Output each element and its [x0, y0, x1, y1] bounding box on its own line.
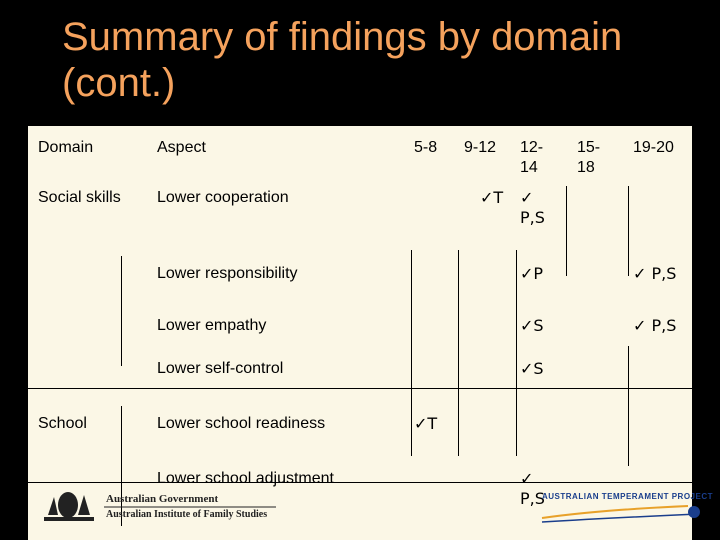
cell-12-14-sources: P,S [520, 208, 545, 227]
divider [411, 250, 412, 456]
slide-title-line1: Summary of findings by domain [62, 15, 623, 59]
header-15-18-line1: 15- [577, 139, 601, 156]
cell-aspect: Lower responsibility [157, 265, 298, 282]
divider [28, 388, 692, 389]
divider [458, 250, 459, 456]
header-12-14 [520, 138, 543, 178]
cell-aspect: Lower empathy [157, 317, 267, 334]
cell-domain: School [38, 415, 87, 432]
divider [8, 482, 692, 483]
divider [628, 186, 629, 276]
header-domain: Domain [38, 139, 94, 156]
aifs-logo [40, 485, 290, 530]
cell-12-14 [520, 188, 545, 228]
header-12-14-line1: 12- [520, 139, 544, 156]
header-aspect: Aspect [157, 139, 206, 156]
cell-19-20: ✓ P,S [633, 264, 677, 283]
divider [121, 256, 122, 366]
cell-12-14-sources: P,S [520, 489, 545, 508]
header-12-14-line2: 14 [520, 159, 538, 176]
aus-gov-text: Australian Government [106, 493, 219, 505]
cell-12-14: ✓S [520, 359, 544, 378]
findings-table [28, 126, 692, 540]
cell-12-14: ✓P [520, 264, 544, 283]
check-mark: ✓ [520, 469, 534, 488]
atp-logo [538, 488, 714, 533]
cell-19-20: ✓ P,S [633, 316, 677, 335]
cell-aspect: Lower school readiness [157, 415, 326, 432]
cell-9-12: ✓T [480, 188, 504, 207]
divider [628, 346, 629, 466]
cell-aspect: Lower cooperation [157, 189, 289, 206]
cell-aspect: Lower school adjustment [157, 470, 334, 487]
atp-text: AUSTRALIAN TEMPERAMENT PROJECT [542, 492, 714, 501]
cell-12-14: ✓S [520, 316, 544, 335]
header-5-8: 5-8 [414, 139, 438, 156]
header-19-20: 19-20 [633, 139, 674, 156]
divider [516, 250, 517, 456]
cell-5-8: ✓T [414, 414, 438, 433]
aifs-text: Australian Institute of Family Studies [106, 509, 268, 520]
header-15-18 [577, 138, 600, 178]
cell-domain: Social skills [38, 189, 121, 206]
slide-title [62, 14, 712, 106]
header-9-12: 9-12 [464, 139, 497, 156]
slide-title-line2: (cont.) [62, 61, 176, 105]
cell-aspect: Lower self-control [157, 360, 284, 377]
divider [566, 186, 567, 276]
check-mark: ✓ [520, 188, 534, 207]
header-15-18-line2: 18 [577, 159, 595, 176]
